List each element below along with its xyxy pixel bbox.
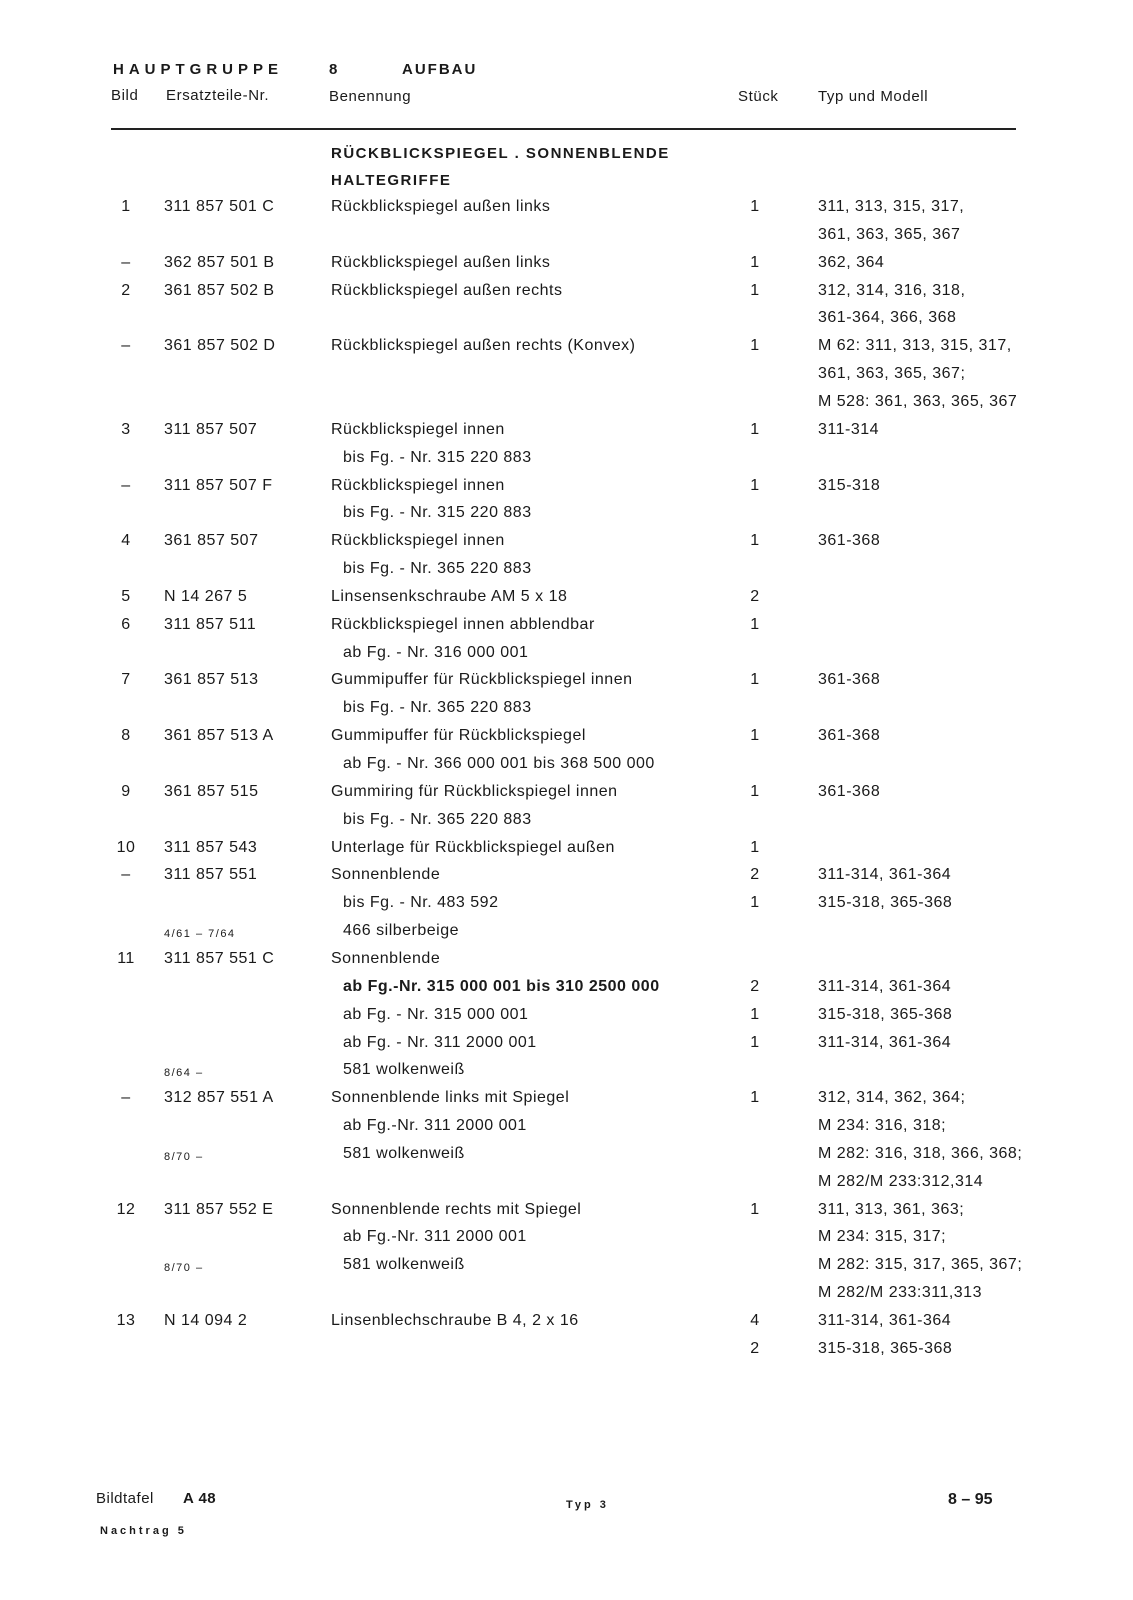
cell-part-number: 311 857 551 C <box>164 949 275 967</box>
cell-typ-modell: M 234: 315, 317; <box>818 1228 947 1246</box>
table-row <box>0 1117 1133 1145</box>
cell-stueck: 1 <box>750 253 760 271</box>
cell-stueck: 1 <box>750 476 760 494</box>
cell-part-number: 361 857 515 <box>164 782 259 800</box>
cell-part-number: 8/64 – <box>164 1067 204 1080</box>
cell-bild: 5 <box>121 587 131 605</box>
cell-typ-modell: M 282: 316, 318, 366, 368; <box>818 1144 1023 1162</box>
cell-bild: 2 <box>121 281 131 299</box>
cell-stueck: 1 <box>750 838 760 856</box>
table-row <box>0 839 1133 867</box>
cell-benennung: Sonnenblende <box>331 866 441 884</box>
cell-benennung: 466 silberbeige <box>343 922 460 940</box>
cell-typ-modell: 311-314, 361-364 <box>818 977 952 995</box>
cell-stueck: 1 <box>750 198 760 215</box>
cell-stueck: 4 <box>750 1312 760 1329</box>
footer-bildtafel-value: A 48 <box>183 1490 217 1507</box>
table-row <box>0 532 1133 560</box>
cell-bild: 8 <box>121 727 131 745</box>
cell-stueck: 1 <box>750 281 760 299</box>
table-row <box>0 699 1133 727</box>
main-group-number: 8 <box>329 61 343 78</box>
cell-typ-modell: 315-318, 365-368 <box>818 1339 953 1357</box>
cell-benennung: ab Fg. - Nr. 315 000 001 <box>343 1005 529 1023</box>
cell-typ-modell: 312, 314, 362, 364; <box>818 1089 966 1107</box>
table-row <box>0 1284 1133 1312</box>
cell-part-number: 361 857 513 A <box>164 727 274 745</box>
cell-stueck: 1 <box>750 420 760 438</box>
cell-typ-modell: M 234: 316, 318; <box>818 1117 947 1135</box>
cell-benennung: bis Fg. - Nr. 483 592 <box>343 894 499 912</box>
cell-bild: – <box>121 476 131 494</box>
table-row <box>0 198 1133 226</box>
cell-stueck: 1 <box>750 894 760 912</box>
cell-benennung: Sonnenblende rechts mit Spiegel <box>331 1200 582 1218</box>
cell-part-number: 361 857 502 D <box>164 337 276 355</box>
table-row <box>0 254 1133 282</box>
cell-benennung: Gummipuffer für Rückblickspiegel innen <box>331 671 633 689</box>
cell-part-number: 8/70 – <box>164 1150 204 1163</box>
cell-benennung: 581 wolkenweiß <box>343 1144 465 1162</box>
section-title-line1: RÜCKBLICKSPIEGEL . SONNENBLENDE <box>331 145 670 162</box>
cell-typ-modell: 361-368 <box>818 671 881 689</box>
cell-benennung: bis Fg. - Nr. 365 220 883 <box>343 560 532 578</box>
table-row <box>0 671 1133 699</box>
table-row <box>0 1006 1133 1034</box>
cell-stueck: 1 <box>750 1005 760 1023</box>
col-header-stueck: Stück <box>738 88 779 105</box>
cell-bild: 10 <box>116 838 136 856</box>
table-row <box>0 644 1133 672</box>
cell-benennung: 581 wolkenweiß <box>343 1061 465 1079</box>
table-row <box>0 309 1133 337</box>
cell-part-number: N 14 267 5 <box>164 587 248 605</box>
cell-benennung: Rückblickspiegel außen links <box>331 253 551 271</box>
cell-bild: – <box>121 866 131 884</box>
cell-bild: 7 <box>121 671 131 689</box>
cell-benennung: Rückblickspiegel innen abblendbar <box>331 615 595 633</box>
cell-typ-modell: 315-318 <box>818 476 881 494</box>
cell-typ-modell: M 282: 315, 317, 365, 367; <box>818 1256 1023 1274</box>
table-row <box>0 560 1133 588</box>
cell-part-number: 361 857 513 <box>164 671 259 689</box>
footer-nachtrag: Nachtrag 5 <box>100 1525 187 1537</box>
cell-benennung: bis Fg. - Nr. 365 220 883 <box>343 699 532 717</box>
cell-benennung: Linsensenkschraube AM 5 x 18 <box>331 587 568 605</box>
table-row <box>0 337 1133 365</box>
table-row <box>0 226 1133 254</box>
table-row <box>0 1228 1133 1256</box>
cell-benennung: ab Fg. - Nr. 316 000 001 <box>343 643 529 661</box>
cell-benennung: Rückblickspiegel außen rechts (Konvex) <box>331 337 636 355</box>
cell-bild: 4 <box>121 532 131 550</box>
table-row <box>0 616 1133 644</box>
cell-typ-modell: 361, 363, 365, 367 <box>818 225 961 243</box>
table-row <box>0 477 1133 505</box>
cell-typ-modell: 361-368 <box>818 532 881 550</box>
cell-benennung: Rückblickspiegel innen <box>331 476 505 494</box>
table-row <box>0 1089 1133 1117</box>
footer-bildtafel-label: Bildtafel <box>96 1490 154 1507</box>
cell-stueck: 1 <box>750 337 760 355</box>
cell-typ-modell: 311, 313, 315, 317, <box>818 198 965 215</box>
table-row <box>0 421 1133 449</box>
cell-benennung: Gummipuffer für Rückblickspiegel <box>331 727 586 745</box>
cell-part-number: 311 857 552 E <box>164 1200 274 1218</box>
cell-part-number: 312 857 551 A <box>164 1089 274 1107</box>
table-row <box>0 811 1133 839</box>
table-row <box>0 393 1133 421</box>
cell-typ-modell: M 528: 361, 363, 365, 367 <box>818 392 1018 410</box>
cell-stueck: 1 <box>750 1200 760 1218</box>
cell-benennung: ab Fg.-Nr. 315 000 001 bis 310 2500 000 <box>343 977 660 995</box>
cell-benennung: Sonnenblende <box>331 949 441 967</box>
cell-typ-modell: 315-318, 365-368 <box>818 894 953 912</box>
cell-part-number: 311 857 507 F <box>164 476 273 494</box>
footer-page-number: 8 – 95 <box>948 1491 993 1508</box>
cell-typ-modell: 361, 363, 365, 367; <box>818 365 966 383</box>
cell-bild: 6 <box>121 615 131 633</box>
cell-typ-modell: 315-318, 365-368 <box>818 1005 953 1023</box>
cell-benennung: bis Fg. - Nr. 315 220 883 <box>343 448 532 466</box>
cell-typ-modell: M 282/M 233:311,313 <box>818 1284 982 1302</box>
cell-benennung: Rückblickspiegel innen <box>331 420 505 438</box>
table-row <box>0 1312 1133 1340</box>
cell-stueck: 2 <box>750 866 760 884</box>
table-row <box>0 1173 1133 1201</box>
table-row <box>0 504 1133 532</box>
cell-stueck: 2 <box>750 977 760 995</box>
table-row <box>0 1034 1133 1062</box>
col-header-benennung: Benennung <box>329 88 412 105</box>
cell-bild: 12 <box>116 1200 136 1218</box>
cell-typ-modell: 361-368 <box>818 782 881 800</box>
table-row <box>0 894 1133 922</box>
col-header-typ: Typ und Modell <box>818 88 929 105</box>
table-row <box>0 1340 1133 1368</box>
cell-bild: – <box>121 253 131 271</box>
cell-benennung: Unterlage für Rückblickspiegel außen <box>331 838 615 856</box>
table-row <box>0 365 1133 393</box>
cell-benennung: ab Fg.-Nr. 311 2000 001 <box>343 1228 527 1246</box>
cell-bild: 11 <box>117 949 135 967</box>
cell-typ-modell: 312, 314, 316, 318, <box>818 281 966 299</box>
cell-part-number: 311 857 501 C <box>164 198 275 215</box>
table-row <box>0 449 1133 477</box>
cell-part-number: 362 857 501 B <box>164 253 275 271</box>
cell-bild: – <box>121 337 131 355</box>
main-group-label: HAUPTGRUPPE <box>113 61 284 78</box>
cell-stueck: 1 <box>750 727 760 745</box>
cell-typ-modell: 311-314 <box>818 420 880 438</box>
table-row <box>0 588 1133 616</box>
cell-typ-modell: 361-364, 366, 368 <box>818 309 957 327</box>
table-row <box>0 1145 1133 1173</box>
cell-stueck: 1 <box>750 1089 760 1107</box>
col-header-nr: Ersatzteile-Nr. <box>166 87 270 104</box>
cell-typ-modell: M 282/M 233:312,314 <box>818 1172 984 1190</box>
table-row <box>0 783 1133 811</box>
cell-typ-modell: 311, 313, 361, 363; <box>818 1200 965 1218</box>
cell-benennung: bis Fg. - Nr. 315 220 883 <box>343 504 532 522</box>
cell-benennung: Rückblickspiegel außen links <box>331 198 551 215</box>
cell-stueck: 1 <box>750 782 760 800</box>
cell-part-number: 8/70 – <box>164 1262 204 1275</box>
cell-part-number: 311 857 507 <box>164 420 258 438</box>
cell-stueck: 1 <box>750 615 760 633</box>
cell-benennung: ab Fg.-Nr. 311 2000 001 <box>343 1117 527 1135</box>
cell-bild: 3 <box>121 420 131 438</box>
cell-stueck: 2 <box>750 1339 760 1357</box>
cell-typ-modell: 311-314, 361-364 <box>818 1033 952 1051</box>
cell-part-number: 361 857 502 B <box>164 281 275 299</box>
table-row <box>0 866 1133 894</box>
cell-part-number: 311 857 543 <box>164 838 258 856</box>
cell-benennung: Gummiring für Rückblickspiegel innen <box>331 782 618 800</box>
section-title-line2: HALTEGRIFFE <box>331 172 452 189</box>
table-row <box>0 282 1133 310</box>
cell-typ-modell: 311-314, 361-364 <box>818 1312 952 1329</box>
col-header-bild: Bild <box>111 87 139 104</box>
cell-stueck: 2 <box>750 587 760 605</box>
cell-benennung: ab Fg. - Nr. 366 000 001 bis 368 500 000 <box>343 755 655 772</box>
table-row <box>0 755 1133 783</box>
cell-benennung: Rückblickspiegel außen rechts <box>331 281 563 299</box>
cell-benennung: Sonnenblende links mit Spiegel <box>331 1089 570 1107</box>
table-row <box>0 727 1133 755</box>
cell-part-number: 4/61 – 7/64 <box>164 928 236 941</box>
main-group-title: AUFBAU <box>402 61 478 78</box>
cell-typ-modell: 362, 364 <box>818 253 885 271</box>
cell-typ-modell: 361-368 <box>818 727 881 745</box>
cell-part-number: N 14 094 2 <box>164 1312 248 1329</box>
table-row <box>0 978 1133 1006</box>
cell-typ-modell: 311-314, 361-364 <box>818 866 952 884</box>
cell-stueck: 1 <box>750 1033 760 1051</box>
cell-typ-modell: M 62: 311, 313, 315, 317, <box>818 337 1012 355</box>
cell-benennung: 581 wolkenweiß <box>343 1256 465 1274</box>
table-row <box>0 950 1133 978</box>
cell-bild: 1 <box>121 198 131 215</box>
cell-stueck: 1 <box>750 671 760 689</box>
table-row <box>0 1201 1133 1229</box>
table-row <box>0 1061 1133 1089</box>
header-divider <box>111 128 1016 130</box>
cell-bild: 9 <box>121 782 131 800</box>
cell-bild: – <box>121 1089 131 1107</box>
cell-benennung: ab Fg. - Nr. 311 2000 001 <box>343 1033 537 1051</box>
cell-stueck: 1 <box>750 532 760 550</box>
cell-part-number: 361 857 507 <box>164 532 259 550</box>
cell-benennung: bis Fg. - Nr. 365 220 883 <box>343 810 532 828</box>
table-row <box>0 1256 1133 1284</box>
cell-benennung: Rückblickspiegel innen <box>331 532 505 550</box>
cell-benennung: Linsenblechschraube B 4, 2 x 16 <box>331 1312 579 1329</box>
footer-typ: Typ 3 <box>566 1499 609 1511</box>
cell-bild: 13 <box>116 1312 136 1329</box>
cell-part-number: 311 857 551 <box>164 866 258 884</box>
cell-part-number: 311 857 511 <box>164 615 257 633</box>
table-row <box>0 922 1133 950</box>
